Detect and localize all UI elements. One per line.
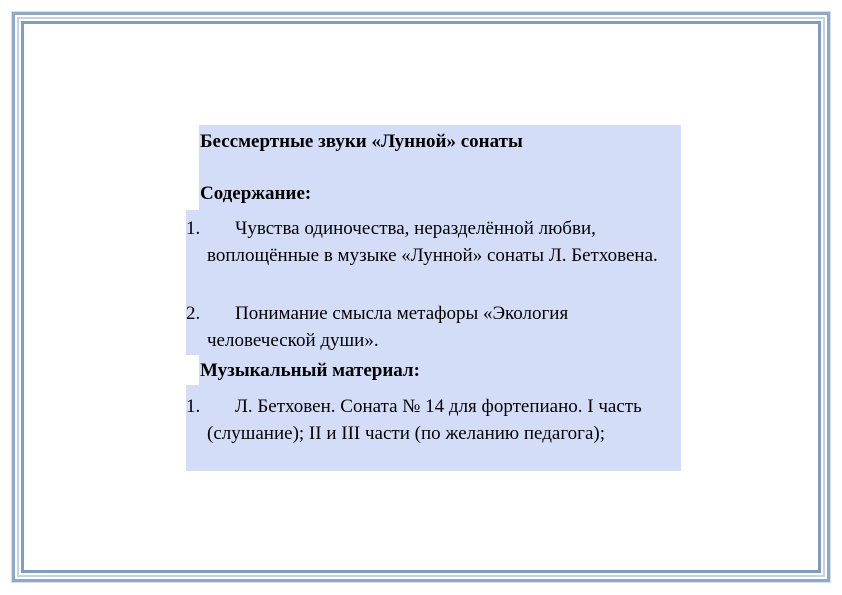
list-item-text: Чувства одиночества, неразделённой любви, воплощённые в музыке «Лунной» сонаты Л. Бетховена. [207,218,658,266]
material-heading: Музыкальный материал: [200,360,420,381]
list-item-number: 1. [186,218,201,239]
list-item-text: Л. Бетховен. Соната № 14 для фортепиано. I часть (слушание); II и III части (по желанию педагога); [207,396,642,444]
slide-title: Бессмертные звуки «Лунной» сонаты [200,131,523,152]
content-list-item-1 [186,215,676,269]
list-item-number: 1. [186,396,201,417]
content-list-item-2 [186,300,676,354]
list-item-number: 2. [186,303,201,324]
list-item-text: Понимание смысла метафоры «Экология человеческой души». [207,303,569,351]
content-heading: Содержание: [200,183,312,204]
material-list-item-1 [186,393,676,447]
